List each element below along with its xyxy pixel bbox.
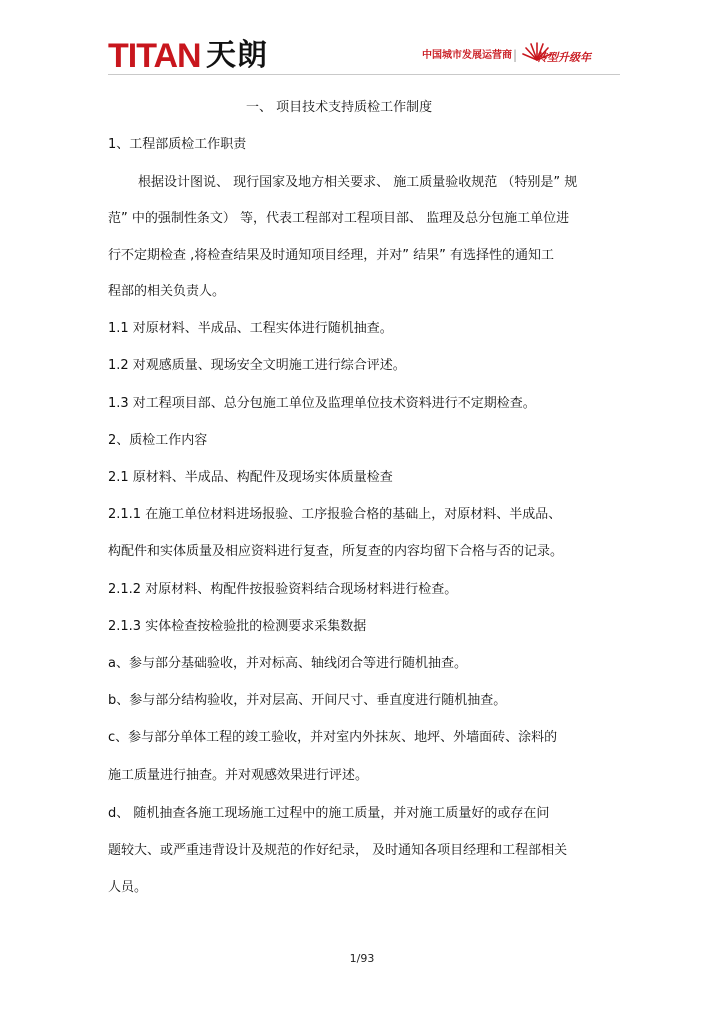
slogan-separator: | [513, 48, 518, 62]
paragraph-line: 人员。 [108, 880, 148, 895]
paragraph-line: 根据设计图说、 现行国家及地方相关要求、 施工质量验收规范 （特别是” 规 [138, 175, 578, 190]
list-item: a、参与部分基础验收，并对标高、轴线闭合等进行随机抽查。 [108, 656, 467, 671]
paragraph-line: 2.1.1 在施工单位材料进场报验、工序报验合格的基础上，对原材料、半成品、 [108, 507, 562, 522]
section-heading: 2、质检工作内容 [108, 433, 208, 448]
page-number: 1/93 [349, 952, 375, 965]
list-item: 2.1.3 实体检查按检验批的检测要求采集数据 [108, 619, 367, 634]
list-item: c、参与部分单体工程的竣工验收，并对室内外抹灰、地坪、外墙面砖、涂料的 [108, 730, 558, 745]
paragraph-line: 行不定期检查 ,将检查结果及时通知项目经理，并对” 结果” 有选择性的通知工 [108, 248, 554, 263]
paragraph-line: 程部的相关负责人。 [108, 284, 226, 299]
paragraph-line: 施工质量进行抽查。并对观感效果进行评述。 [108, 768, 369, 783]
header-divider [108, 74, 620, 75]
list-item: 1.1 对原材料、半成品、工程实体进行随机抽查。 [108, 321, 393, 336]
document-title: 一、 项目技术支持质检工作制度 [246, 100, 433, 115]
slogan-developer: 中国城市发展运营商 [422, 50, 512, 61]
list-item: b、参与部分结构验收，并对层高、开间尺寸、垂直度进行随机抽查。 [108, 693, 507, 708]
logo-tianlang: 天朗 [206, 38, 268, 73]
page-header [108, 36, 620, 76]
paragraph-line: 构配件和实体质量及相应资料进行复查，所复查的内容均留下合格与否的记录。 [108, 544, 564, 559]
slogan-transformation-year: 转型升级年 [536, 51, 591, 64]
section-heading: 1、工程部质检工作职责 [108, 137, 247, 152]
logo-titan: TITAN [108, 37, 201, 75]
list-item: d、 随机抽查各施工现场施工过程中的施工质量，并对施工质量好的或存在问 [108, 806, 550, 821]
paragraph-line: 范” 中的强制性条文） 等，代表工程部对工程项目部、 监理及总分包施工单位进 [108, 211, 570, 226]
paragraph-line: 题较大、或严重违背设计及规范的作好纪录， 及时通知各项目经理和工程部相关 [108, 843, 568, 858]
list-item: 1.2 对观感质量、现场安全文明施工进行综合评述。 [108, 358, 406, 373]
list-item: 1.3 对工程项目部、总分包施工单位及监理单位技术资料进行不定期检查。 [108, 396, 536, 411]
subsection-heading: 2.1 原材料、半成品、构配件及现场实体质量检查 [108, 470, 393, 485]
list-item: 2.1.2 对原材料、构配件按报验资料结合现场材料进行检查。 [108, 582, 458, 597]
